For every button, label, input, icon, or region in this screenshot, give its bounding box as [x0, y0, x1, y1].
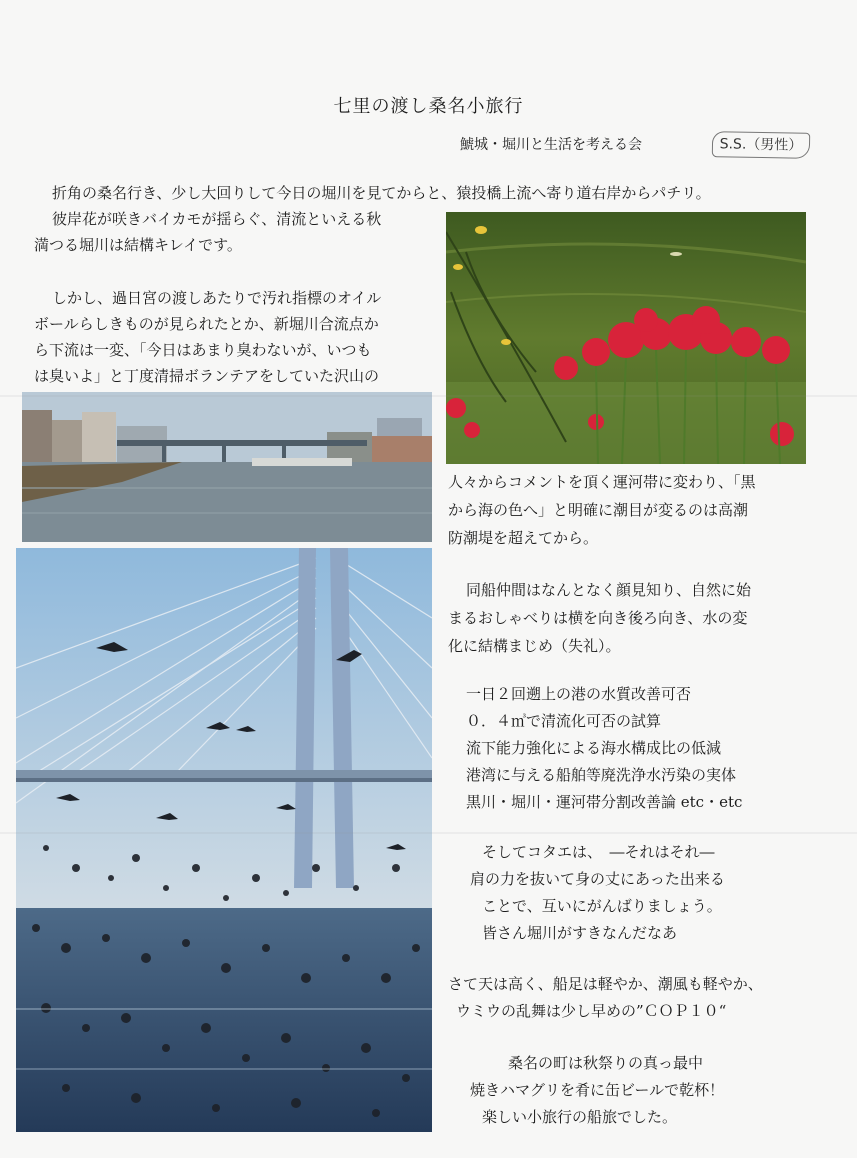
paragraph-2-line-3: ら下流は一変、「今日はあまり臭わないが、いつも — [34, 341, 372, 359]
topic-item: ０．４㎥で清流化可否の試算 — [466, 712, 662, 730]
paragraph-1-line-2: 満つる堀川は結構キレイです。 — [34, 236, 242, 254]
intro-line: 折角の桑名行き、少し大回りして今日の堀川を見てからと、猿投橋上流へ寄り道右岸からパチリ。 — [52, 184, 711, 202]
paragraph-2-line-1: しかし、過日宮の渡しあたりで汚れ指標のオイル — [52, 289, 382, 307]
organization-name: 鯱城・堀川と生活を考える会 — [460, 137, 642, 153]
photo-spider-lilies — [446, 212, 806, 464]
paragraph-3-line-1: 同船仲間はなんとなく顔見知り、自然に始 — [466, 581, 752, 599]
paragraph-2-line-2: ボールらしきものが見られたとか、新堀川合流点か — [34, 315, 379, 333]
answer-line-4: 皆さん堀川がすきなんだなあ — [482, 924, 678, 942]
closing-2-line-3: 楽しい小旅行の船旅でした。 — [482, 1108, 678, 1126]
topic-item: 港湾に与える船舶等廃洗浄水汚染の実体 — [466, 766, 737, 784]
document-title: 七里の渡し桑名小旅行 — [333, 96, 524, 117]
answer-line-1: そしてコタエは、 ―それはそれ― — [482, 843, 715, 861]
topic-item: 黒川・堀川・運河帯分割改善論 etc・etc — [466, 793, 743, 811]
paragraph-3-line-3: 化に結構まじめ（失礼）。 — [448, 637, 621, 655]
paper-fold-line — [0, 395, 857, 397]
topic-item: 流下能力強化による海水構成比の低減 — [466, 739, 722, 757]
topic-item: 一日２回遡上の港の水質改善可否 — [466, 685, 692, 703]
answer-line-3: ことで、互いにがんばりましょう。 — [482, 897, 722, 915]
paragraph-2-cont-line-3: 防潮堤を超えてから。 — [448, 529, 599, 547]
paragraph-1-line-1: 彼岸花が咲きバイカモが揺らぐ、清流といえる秋 — [52, 210, 382, 228]
paragraph-2-line-4: は臭いよ」と丁度清掃ボランテアをしていた沢山の — [34, 367, 380, 385]
paragraph-3-line-2: まるおしゃべりは横を向き後ろ向き、水の変 — [448, 609, 748, 627]
answer-line-2: 肩の力を抜いて身の丈にあった出来る — [470, 870, 725, 888]
closing-1-line-2: ウミウの乱舞は少し早めの”ＣＯＰ１０“ — [456, 1002, 727, 1020]
paper-fold-line — [0, 832, 857, 834]
photo-cormorants-bridge — [16, 548, 432, 1132]
author-signature: S.S.（男性） — [712, 131, 810, 159]
photo-river-bridge — [22, 392, 432, 542]
closing-2-line-1: 桑名の町は秋祭りの真っ最中 — [508, 1054, 704, 1072]
paragraph-2-cont-line-2: から海の色へ」と明確に潮目が変るのは高潮 — [448, 501, 749, 519]
closing-1-line-1: さて天は高く、船足は軽やか、潮風も軽やか、 — [448, 975, 763, 993]
paragraph-2-cont-line-1: 人々からコメントを頂く運河帯に変わり、「黒 — [448, 473, 756, 491]
closing-2-line-2: 焼きハマグリを肴に缶ビールで乾杯！ — [470, 1081, 725, 1099]
